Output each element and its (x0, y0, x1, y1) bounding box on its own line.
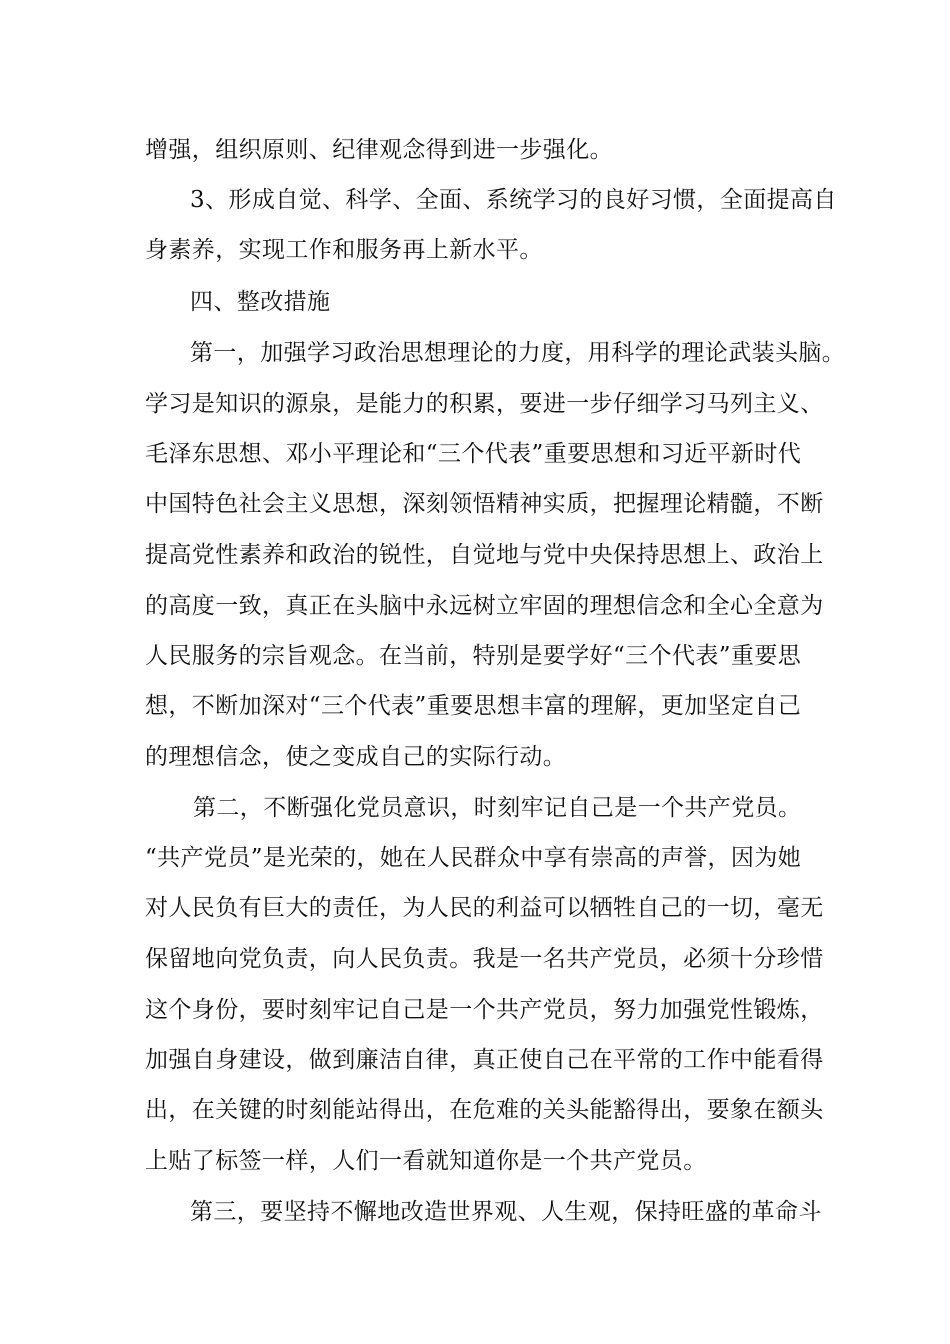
text-line: 学习是知识的源泉，是能力的积累，要进一步仔细学习马列主义、 (145, 391, 824, 417)
text-line: 上贴了标签一样，人们一看就知道你是一个共产党员。 (145, 1148, 707, 1174)
text-line: 保留地向党负责，向人民负责。我是一名共产党员，必须十分珍惜 (145, 946, 824, 972)
text-line: 第三，要坚持不懈地改造世界观、人生观，保持旺盛的革命斗 (190, 1199, 822, 1225)
text-line: 对人民负有巨大的责任，为人民的利益可以牺牲自己的一切，毫无 (145, 895, 824, 921)
text-line: “共产党员”是光荣的，她在人民群众中享有崇高的声誉，因为她 (145, 845, 802, 871)
text-line: 中国特色社会主义思想，深刻领悟精神实质，把握理论精髓，不断 (145, 491, 824, 517)
text-line: 提高党性素养和政治的锐性，自觉地与党中央保持思想上、政治上 (145, 542, 824, 568)
text-line: 3、形成自觉、科学、全面、系统学习的良好习惯，全面提高自 (190, 187, 837, 213)
text-line: 的理想信念，使之变成自己的实际行动。 (145, 744, 567, 770)
section-heading: 四、整改措施 (190, 289, 331, 315)
text-line: 想，不断加深对“三个代表”重要思想丰富的理解，更加坚定自己 (145, 693, 802, 719)
text-line: 的高度一致，真正在头脑中永远树立牢固的理想信念和全心全意为 (145, 593, 824, 619)
text-line: 人民服务的宗旨观念。在当前，特别是要学好“三个代表”重要思 (145, 643, 802, 669)
text-line: 身素养，实现工作和服务再上新水平。 (145, 237, 543, 263)
text-line: 毛泽东思想、邓小平理论和“三个代表”重要思想和习近平新时代 (145, 441, 802, 467)
text-line: 第二，不断强化党员意识，时刻牢记自己是一个共产党员。 (193, 795, 802, 821)
text-line: 第一，加强学习政治思想理论的力度，用科学的理论武装头脑。 (190, 340, 846, 366)
text-line: 这个身份，要时刻牢记自己是一个共产党员，努力加强党性锻炼， (145, 997, 824, 1023)
text-line: 出，在关键的时刻能站得出，在危难的关头能豁得出，要象在额头 (145, 1097, 824, 1123)
text-line: 加强自身建设，做到廉洁自律，真正使自己在平常的工作中能看得 (145, 1047, 824, 1073)
text-line: 增强，组织原则、纪律观念得到进一步强化。 (145, 137, 613, 163)
